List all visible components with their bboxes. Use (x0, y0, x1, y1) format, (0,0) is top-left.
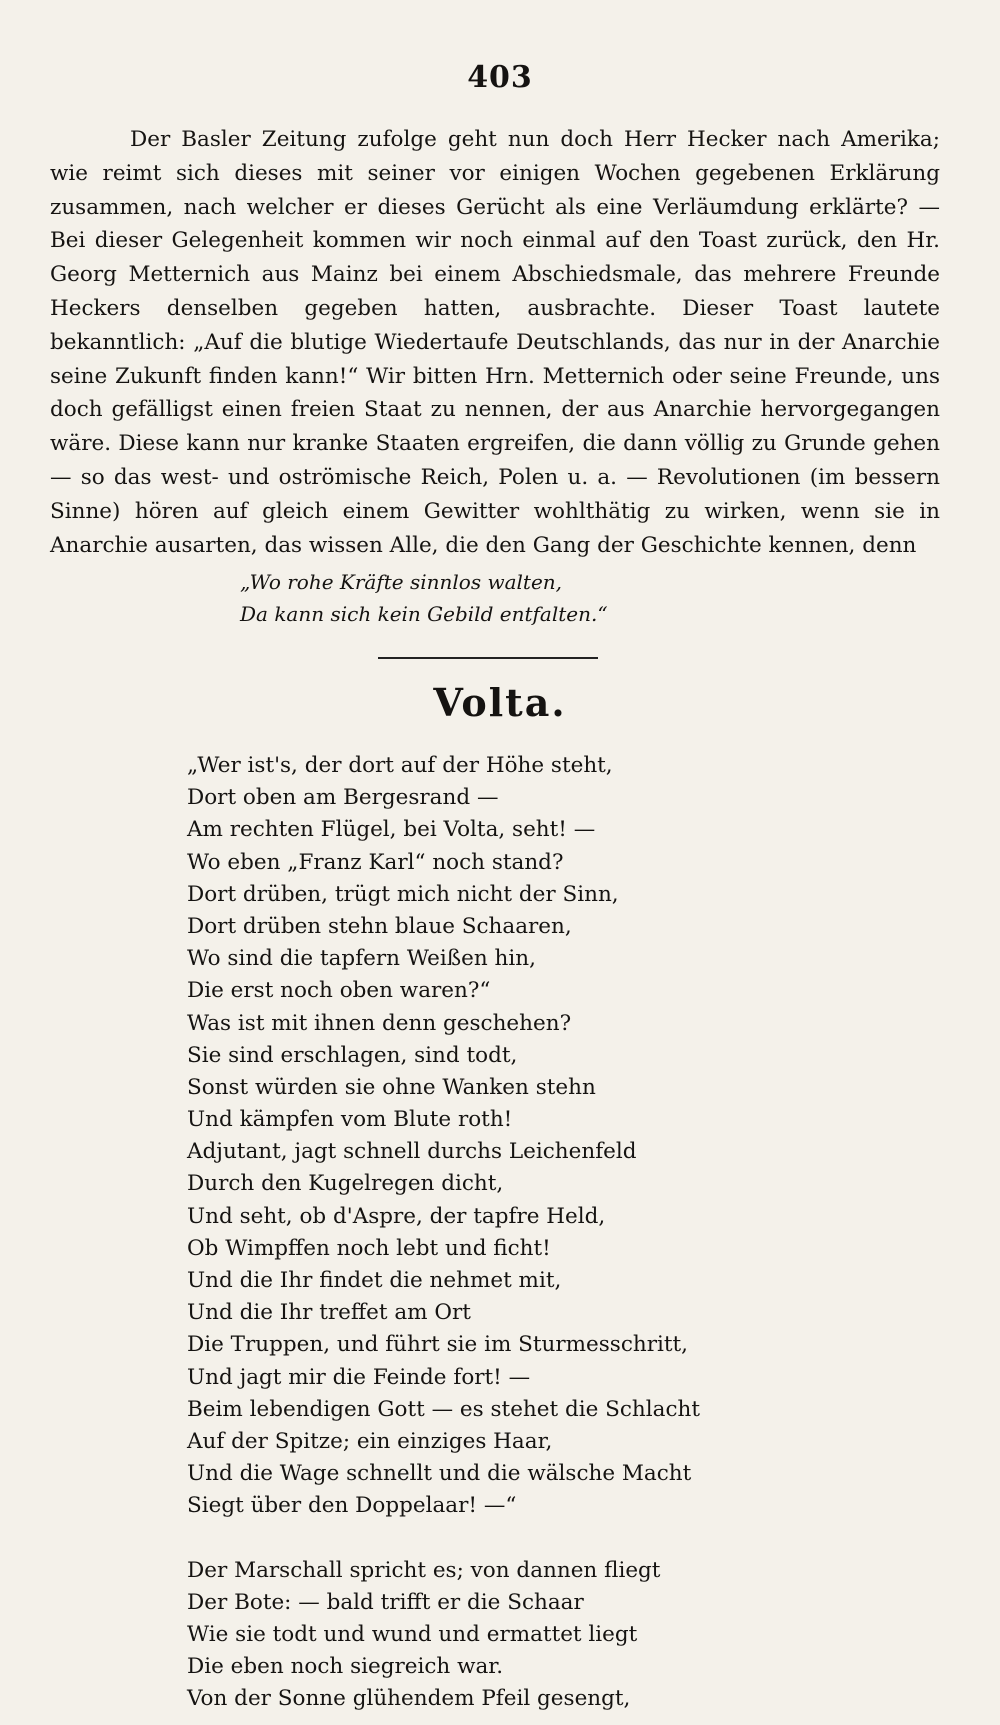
poem-line: Am rechten Flügel, bei Volta, seht! — (187, 817, 596, 843)
poem-line: Wo sind die tapfern Weißen hin, (187, 946, 536, 972)
poem-line: Dort oben am Bergesrand — (187, 785, 499, 811)
poem-line: Auf der Spitze; ein einziges Haar, (187, 1428, 553, 1454)
poem-line: Die Truppen, und führt sie im Sturmesschritt, (187, 1332, 688, 1358)
poem-line: Der Marschall spricht es; von dannen fliegt (187, 1557, 661, 1583)
poem-line: Durch den Kugelregen dicht, (187, 1171, 504, 1197)
poem-stanza-2 (187, 1555, 747, 1716)
poem-line: Ob Wimpffen noch lebt und ficht! (187, 1235, 551, 1261)
section-divider (378, 657, 598, 659)
poem-line: Und die Wage schnellt und die wälsche Macht (187, 1461, 692, 1487)
page-number: 403 (467, 60, 533, 95)
poem-line: Der Bote: — bald trifft er die Schaar (187, 1589, 584, 1615)
quote-line: „Wo rohe Kräfte sinnlos walten, (240, 570, 563, 594)
poem-line: Sie sind erschlagen, sind todt, (187, 1042, 518, 1068)
poem-line: Von der Sonne glühendem Pfeil gesengt, (187, 1686, 631, 1712)
verse-quote (240, 566, 800, 630)
poem-line: Und die Ihr findet die nehmet mit, (187, 1268, 562, 1293)
poem-line: Siegt über den Doppelaar! —“ (187, 1493, 517, 1519)
article-paragraph: Der Basler Zeitung zufolge geht nun doch Herr Hecker nach Amerika; wie reimt sich dieses mit seiner vor einigen Wochen gegebenen Erklärung zusammen, nach welcher er dieses Gerücht als eine Verläumdung erklärte? — Bei dieser Gelegenheit kommen wir noch einmal auf den Toast zurück, den Hr. Georg Metternich aus Mainz bei einem Abschiedsmale, das mehrere Freunde Heckers denselben gegeben hatten, ausbrachte. Dieser Toast lautete bekanntlich: „Auf die blutige Wiedertaufe Deutschlands, das nur in der Anarchie seine Zukunft finden kann!“ Wir bitten Hrn. Metternich oder seine Freunde, uns doch gefälligst einen freien Staat zu nennen, der aus Anarchie hervorgegangen wäre. Diese kann nur kranke Staaten ergreifen, die dann völlig zu Grunde gehen — so das west- und oströmische Reich, Polen u. a. — Revolutionen (im bessern Sinne) hören auf gleich einem Gewitter wohlthätig zu wirken, wenn sie in Anarchie ausarten, das wissen Alle, die den Gang der Geschichte kennen, denn (50, 127, 940, 558)
quote-line: Da kann sich kein Gebild entfalten.“ (240, 602, 608, 626)
news-article (50, 123, 940, 562)
poem-line: Und die Ihr treffet am Ort (187, 1300, 471, 1326)
poem-line: Wo eben „Franz Karl“ noch stand? (187, 849, 564, 875)
poem-title: Volta. (433, 680, 567, 725)
poem-line: „Wer ist's, der dort auf der Höhe steht, (187, 753, 613, 778)
poem-line: Beim lebendigen Gott — es stehet die Schlacht (187, 1396, 700, 1422)
poem-line: Und seht, ob d'Aspre, der tapfre Held, (187, 1203, 606, 1229)
stanza-break (187, 1523, 747, 1555)
poem-line: Wie sie todt und wund und ermattet liegt (187, 1622, 638, 1648)
poem-body (187, 750, 747, 1716)
poem-line: Die erst noch oben waren?“ (187, 978, 491, 1004)
poem-line: Was ist mit ihnen denn geschehen? (187, 1010, 572, 1036)
poem-line: Und kämpfen vom Blute roth! (187, 1107, 513, 1133)
poem-line: Sonst würden sie ohne Wanken stehn (187, 1074, 596, 1100)
poem-line: Die eben noch siegreich war. (187, 1654, 504, 1680)
poem-line: Dort drüben stehn blaue Schaaren, (187, 913, 572, 939)
poem-line: Und jagt mir die Feinde fort! — (187, 1364, 531, 1390)
poem-line: Adjutant, jagt schnell durchs Leichenfeld (187, 1139, 637, 1165)
poem-stanza-1 (187, 750, 747, 1523)
poem-line: Dort drüben, trügt mich nicht der Sinn, (187, 881, 619, 907)
